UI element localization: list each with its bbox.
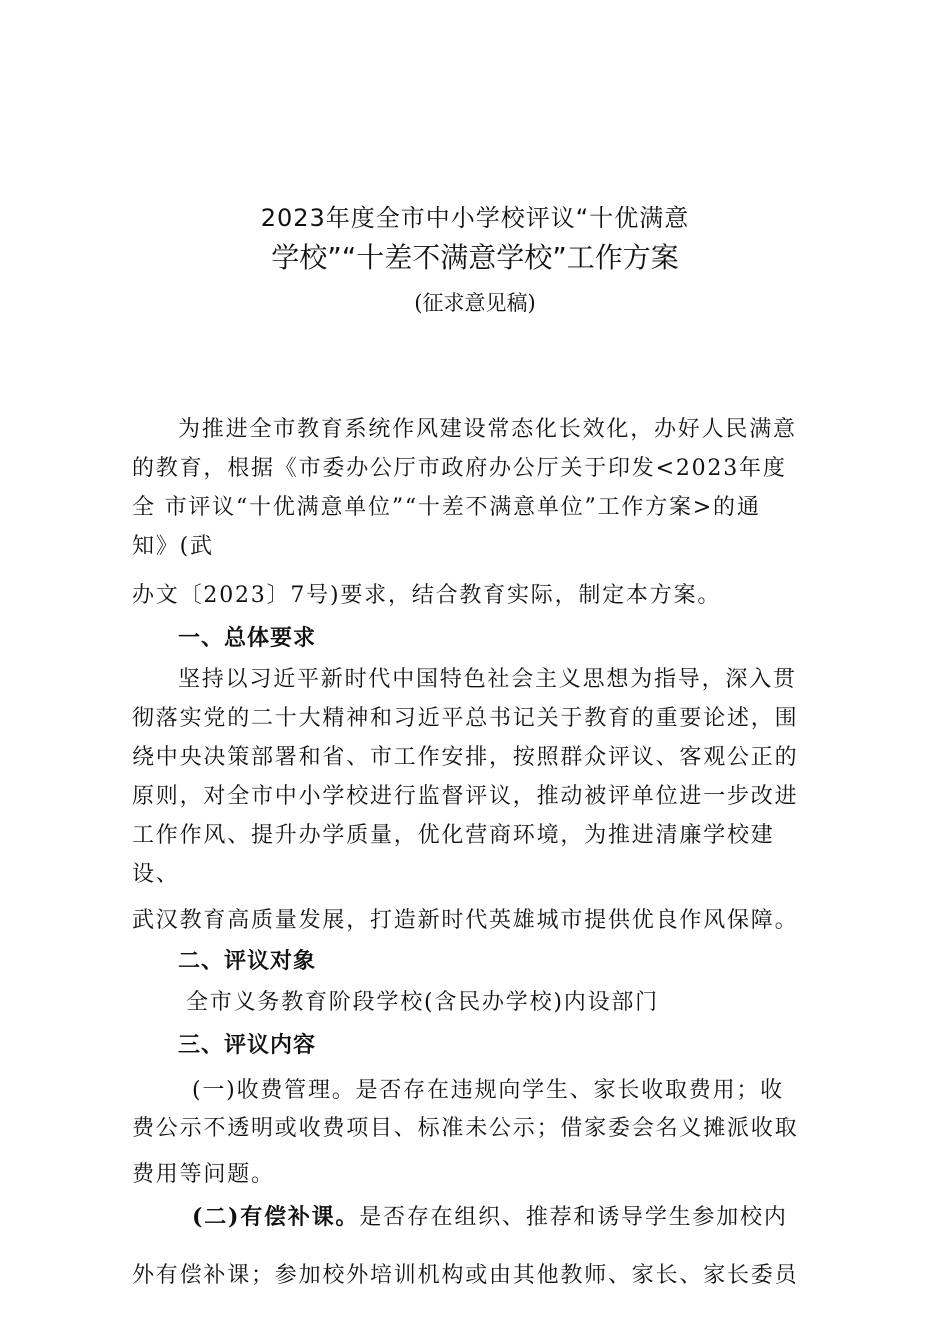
section-line: 坚持以习近平新时代中国特色社会主义思想为指导，深入贯 [178, 667, 797, 692]
item-text: 是否存在违规向学生、家长收取费用；收 [355, 1078, 784, 1103]
item-line: 费用等问题。 [132, 1162, 275, 1187]
section-line: 全市义务教育阶段学校(含民办学校)内设部门 [186, 990, 659, 1015]
section-heading: 一、总体要求 [178, 626, 317, 651]
section-line: 设、 [132, 862, 180, 887]
document-title-line-1: 2023年度全市中小学校评议“十优满意 [260, 204, 690, 232]
section-line: 原则，对全市中小学校进行监督评议，推动被评单位进一步改进 [132, 784, 799, 809]
item-label: (二)有偿补课。 [192, 1204, 360, 1230]
section-line: 工作作风、提升办学质量，优化营商环境，为推进清廉学校建 [132, 823, 775, 848]
item-line: 外有偿补课；参加校外培训机构或由其他教师、家长、家长委员 [132, 1263, 799, 1288]
document-title-line-2: 学校”“十差不满意学校”工作方案 [271, 241, 679, 274]
section-heading: 二、评议对象 [178, 949, 317, 974]
item-line [192, 1073, 784, 1104]
item-label: (一)收费管理。 [192, 1078, 356, 1103]
intro-line: 知》(武 [132, 534, 214, 559]
section-line: 绕中央决策部署和省、市工作安排，按照群众评议、客观公正的 [132, 745, 799, 770]
section-line: 彻落实党的二十大精神和习近平总书记关于教育的重要论述，围 [132, 706, 799, 731]
intro-line: 办文〔2023〕7号)要求，结合教育实际，制定本方案。 [132, 583, 722, 608]
item-line [192, 1200, 788, 1231]
intro-line: 为推进全市教育系统作风建设常态化长效化，办好人民满意 [178, 417, 797, 442]
item-line: 费公示不透明或收费项目、标准未公示；借家委会名义摊派收取 [132, 1116, 799, 1141]
document-subtitle: (征求意见稿) [414, 291, 536, 315]
section-line: 武汉教育高质量发展，打造新时代英雄城市提供优良作风保障。 [132, 908, 799, 933]
section-heading: 三、评议内容 [178, 1033, 317, 1058]
item-text: 是否存在组织、推荐和诱导学生参加校内 [359, 1205, 788, 1230]
intro-line: 的教育，根据《市委办公厅市政府办公厅关于印发<2023年度 [132, 456, 787, 481]
intro-line: 全 市评议“十优满意单位”“十差不满意单位”工作方案>的通 [132, 495, 761, 520]
